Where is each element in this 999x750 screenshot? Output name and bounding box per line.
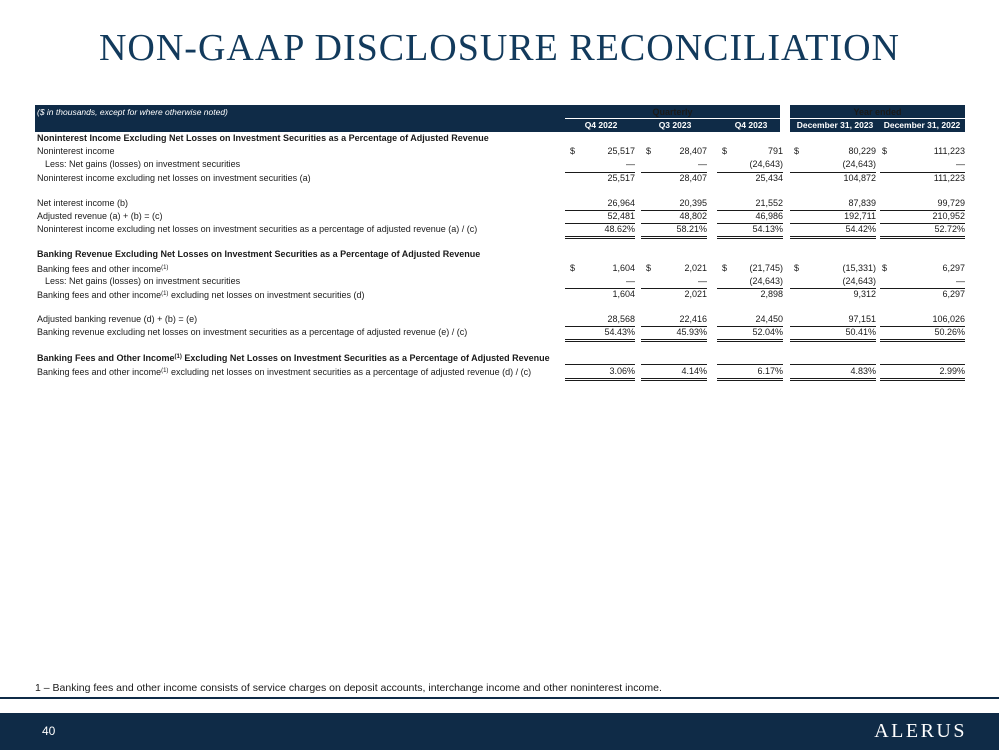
cell-q4-2023: 2,898 bbox=[760, 288, 783, 299]
cell-dec-2022: — bbox=[880, 158, 965, 172]
cell-q3-2023: 48,802 bbox=[641, 210, 707, 224]
dollar-sign: $ bbox=[794, 146, 800, 157]
cell-q3-2023: 22,416 bbox=[641, 313, 707, 327]
footer-bar bbox=[0, 713, 999, 750]
units-note: ($ in thousands, except for where otherwise noted) bbox=[37, 107, 228, 117]
cell-q4-2022: — bbox=[565, 275, 635, 289]
cell-q4-2023: 46,986 bbox=[717, 210, 783, 224]
cell-q3-2023: 20,395 bbox=[641, 197, 707, 211]
cell-dec-2023: 54.42% bbox=[790, 223, 876, 239]
table-row: Noninterest income excluding net losses on investment securities (a) 25,517 28,407 25,434 104,872 111,223 bbox=[35, 172, 965, 185]
cell-q3-2023: 2,021 bbox=[684, 288, 707, 299]
col-q4-2022: Q4 2022 bbox=[584, 120, 618, 130]
cell-dec-2023: 97,151 bbox=[790, 313, 876, 327]
cell-dec-2023: 87,839 bbox=[790, 197, 876, 211]
cell-dec-2022: 111,223 bbox=[933, 172, 965, 183]
section-title: Banking Fees and Other Income$^{(1)}$ Excluding Net Losses on Investment Securities as a Percentage of Adjusted Revenue bbox=[35, 351, 965, 364]
footnote: 1 – Banking fees and other income consists of service charges on deposit accounts, interchange income and other noninterest income. bbox=[35, 682, 662, 694]
year-ended-group-header: Year ended bbox=[790, 105, 965, 119]
cell-dec-2023: (15,331) bbox=[842, 262, 876, 273]
dollar-sign: $ bbox=[646, 262, 652, 273]
cell-rule bbox=[880, 351, 965, 364]
cell-q4-2023: (24,643) bbox=[717, 275, 783, 289]
cell-dec-2023: 104,872 bbox=[843, 172, 876, 183]
cell-dec-2022: 6,297 bbox=[942, 262, 965, 273]
dollar-sign: $ bbox=[570, 146, 576, 157]
cell-rule bbox=[717, 351, 783, 364]
cell-q4-2023: 6.17% bbox=[717, 365, 783, 381]
cell-q4-2022: 25,517 bbox=[607, 146, 635, 157]
page-number: 40 bbox=[42, 724, 56, 738]
table-row: Adjusted banking revenue (d) + (b) = (e) 28,568 22,416 24,450 97,151 106,026 bbox=[35, 313, 965, 326]
cell-dec-2023: 9,312 bbox=[853, 288, 876, 299]
cell-q3-2023: 58.21% bbox=[641, 223, 707, 239]
cell-q4-2023: 791 bbox=[767, 146, 783, 157]
table-row: Less: Net gains (losses) on investment securities — — (24,643) (24,643) — bbox=[35, 275, 965, 288]
cell-dec-2022: 6,297 bbox=[942, 288, 965, 299]
dollar-sign: $ bbox=[882, 146, 888, 157]
dollar-sign: $ bbox=[722, 146, 728, 157]
table-row: Noninterest income excluding net losses on investment securities as a percentage of adjusted revenue (a) / (c) 48.62% 58.21% 54.13% 54.42% 52.72% bbox=[35, 223, 965, 236]
cell-q3-2023: 28,407 bbox=[679, 146, 707, 157]
cell-q4-2023: 54.13% bbox=[717, 223, 783, 239]
table-header bbox=[35, 105, 965, 132]
cell-dec-2022: 2.99% bbox=[880, 365, 965, 381]
cell-q4-2023: 52.04% bbox=[717, 326, 783, 342]
cell-q3-2023: 28,407 bbox=[679, 172, 707, 183]
cell-q4-2022: 1,604 bbox=[612, 288, 635, 299]
cell-q4-2023: (21,745) bbox=[749, 262, 783, 273]
dollar-sign: $ bbox=[570, 262, 576, 273]
cell-dec-2022: 99,729 bbox=[880, 197, 965, 211]
cell-dec-2023: (24,643) bbox=[790, 158, 876, 172]
cell-q4-2023: 24,450 bbox=[717, 313, 783, 327]
cell-q4-2022: — bbox=[565, 158, 635, 172]
table-row: Net interest income (b) 26,964 20,395 21,552 87,839 99,729 bbox=[35, 197, 965, 210]
dollar-sign: $ bbox=[646, 146, 652, 157]
table-row: Banking fees and other income$^{(1)}$ excluding net losses on investment securities as a percentage of adjusted revenue (d) / (c) 3.06% 4.14% 6.17% 4.83% 2.99% bbox=[35, 365, 965, 378]
cell-dec-2022: 106,026 bbox=[880, 313, 965, 327]
table-row: Banking fees and other income$^{(1)}$ 1,604 $ 2,021 $ (21,745) $ (15,331) $ 6,297 $ bbox=[37, 262, 965, 274]
table-row: Less: Net gains (losses) on investment securities — — (24,643) (24,643) — bbox=[35, 158, 965, 171]
cell-dec-2023: 192,711 bbox=[790, 210, 876, 224]
cell-dec-2022: — bbox=[880, 275, 965, 289]
table-row: Adjusted revenue (a) + (b) = (c) 52,481 48,802 46,986 192,711 210,952 bbox=[35, 210, 965, 223]
cell-q3-2023: 45.93% bbox=[641, 326, 707, 342]
cell-q4-2022: 52,481 bbox=[565, 210, 635, 224]
cell-q4-2022: 48.62% bbox=[565, 223, 635, 239]
cell-dec-2022: 111,223 bbox=[933, 146, 965, 157]
cell-dec-2022: 52.72% bbox=[880, 223, 965, 239]
cell-dec-2022: 50.26% bbox=[880, 326, 965, 342]
cell-dec-2023: (24,643) bbox=[790, 275, 876, 289]
cell-dec-2023: 4.83% bbox=[790, 365, 876, 381]
dollar-sign: $ bbox=[722, 262, 728, 273]
col-q3-2023: Q3 2023 bbox=[658, 120, 692, 130]
cell-q4-2023: 25,434 bbox=[755, 172, 783, 183]
cell-q4-2022: 28,568 bbox=[565, 313, 635, 327]
cell-q3-2023: — bbox=[641, 158, 707, 172]
cell-q4-2022: 25,517 bbox=[607, 172, 635, 183]
page-title: NON-GAAP DISCLOSURE RECONCILIATION bbox=[98, 27, 901, 69]
dollar-sign: $ bbox=[882, 262, 888, 273]
cell-q3-2023: — bbox=[641, 275, 707, 289]
table-row: Banking revenue excluding net losses on investment securities as a percentage of adjusted revenue (e) / (c) 54.43% 45.93% 52.04% 50.41% 50.26% bbox=[35, 326, 965, 339]
cell-rule bbox=[641, 351, 707, 364]
cell-rule bbox=[565, 351, 635, 364]
quarterly-group-header: Quarterly bbox=[565, 105, 780, 119]
alerus-logo: ALERUS bbox=[874, 720, 967, 742]
cell-q4-2022: 3.06% bbox=[565, 365, 635, 381]
col-dec-2023: December 31, 2023 bbox=[796, 120, 874, 130]
section-title: Banking Revenue Excluding Net Losses on Investment Securities as a Percentage of Adjusted Revenue bbox=[37, 249, 481, 260]
cell-q4-2023: 21,552 bbox=[717, 197, 783, 211]
dollar-sign: $ bbox=[794, 262, 800, 273]
col-q4-2023: Q4 2023 bbox=[734, 120, 768, 130]
section-title: Noninterest Income Excluding Net Losses on Investment Securities as a Percentage of Adjusted Revenue bbox=[37, 133, 489, 143]
table-row: Noninterest income 25,517 $ 28,407 $ 791 $ 80,229 $ 111,223 $ bbox=[35, 145, 965, 158]
reconciliation-table bbox=[35, 105, 965, 378]
col-dec-2022: December 31, 2022 bbox=[883, 120, 961, 130]
cell-q4-2022: 54.43% bbox=[565, 326, 635, 342]
cell-dec-2023: 80,229 bbox=[848, 146, 876, 157]
cell-q4-2023: (24,643) bbox=[717, 158, 783, 172]
cell-q4-2022: 26,964 bbox=[565, 197, 635, 211]
cell-q3-2023: 4.14% bbox=[641, 365, 707, 381]
cell-dec-2022: 210,952 bbox=[880, 210, 965, 224]
cell-rule bbox=[790, 351, 876, 364]
cell-q3-2023: 2,021 bbox=[684, 262, 707, 273]
table-row: Banking fees and other income$^{(1)}$ excluding net losses on investment securities (d) 1,604 2,021 2,898 9,312 6,297 bbox=[37, 288, 965, 300]
cell-dec-2023: 50.41% bbox=[790, 326, 876, 342]
footer-divider bbox=[0, 697, 999, 699]
cell-q4-2022: 1,604 bbox=[612, 262, 635, 273]
